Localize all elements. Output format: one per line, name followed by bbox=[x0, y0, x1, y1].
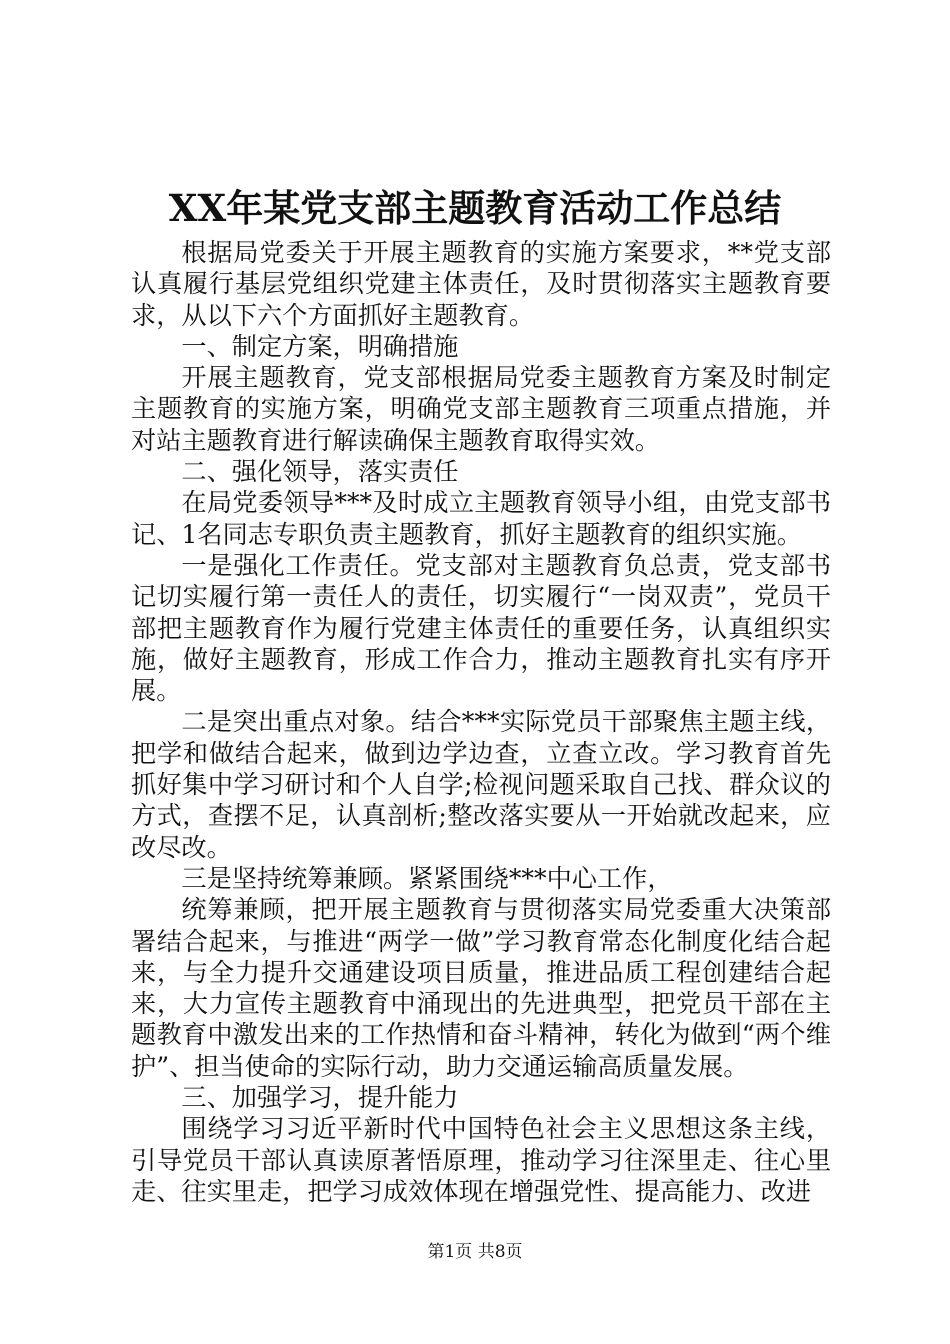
section-heading-2: 二、强化领导，落实责任 bbox=[181, 457, 459, 487]
paragraph-coordination-detail: 统筹兼顾，把开展主题教育与贯彻落实局党委重大决策部署结合起来，与推进“两学一做”学习教育常态化制度化结合起来，与全力提升交通建设项目质量，推进品质工程创建结合起来，大力宣传主题教育中涌现出的先进典型，把党员干部在主题教育中激发出来的工作热情和奋斗精神，转化为做到“两个维护”、担当使命的实际行动，助力交通运输高质量发展。 bbox=[131, 895, 831, 1081]
section-heading-1: 一、制定方案，明确措施 bbox=[181, 331, 459, 361]
paragraph-section-3: 围绕学习习近平新时代中国特色社会主义思想这条主线，引导党员干部认真读原著悟原理，推动学习往深里走、往心里走、往实里走，把学习成效体现在增强党性、提高能力、改进 bbox=[131, 1114, 831, 1206]
paragraph-section-2: 在局党委领导***及时成立主题教育领导小组，由党支部书记、1名同志专职负责主题教育，抓好主题教育的组织实施。 bbox=[131, 488, 831, 549]
document-body bbox=[131, 237, 831, 1207]
section-heading-3: 三、加强学习，提升能力 bbox=[181, 1083, 459, 1113]
paragraph-key-targets: 二是突出重点对象。结合***实际党员干部聚焦主题主线，把学和做结合起来，做到边学边查，立查立改。学习教育首先抓好集中学习研讨和个人自学;检视问题采取自己找、群众议的方式，查摆不足，认真剖析;整改落实要从一开始就改起来，应改尽改。 bbox=[131, 707, 831, 862]
page-footer: 第1页 共8页 bbox=[427, 1242, 523, 1262]
paragraph-section-1: 开展主题教育，党支部根据局党委主题教育方案及时制定主题教育的实施方案，明确党支部主题教育三项重点措施，并对站主题教育进行解读确保主题教育取得实效。 bbox=[131, 363, 831, 455]
paragraph-intro: 根据局党委关于开展主题教育的实施方案要求，**党支部认真履行基层党组织党建主体责任，及时贯彻落实主题教育要求，从以下六个方面抓好主题教育。 bbox=[131, 238, 831, 330]
document-title: XX年某党支部主题教育活动工作总结 bbox=[168, 186, 782, 230]
paragraph-responsibility: 一是强化工作责任。党支部对主题教育负总责，党支部书记切实履行第一责任人的责任，切实履行“一岗双责”，党员干部把主题教育作为履行党建主体责任的重要任务，认真组织实施，做好主题教育，形成工作合力，推动主题教育扎实有序开展。 bbox=[131, 550, 831, 706]
paragraph-coordination: 三是坚持统筹兼顾。紧紧围绕***中心工作， bbox=[181, 863, 673, 893]
